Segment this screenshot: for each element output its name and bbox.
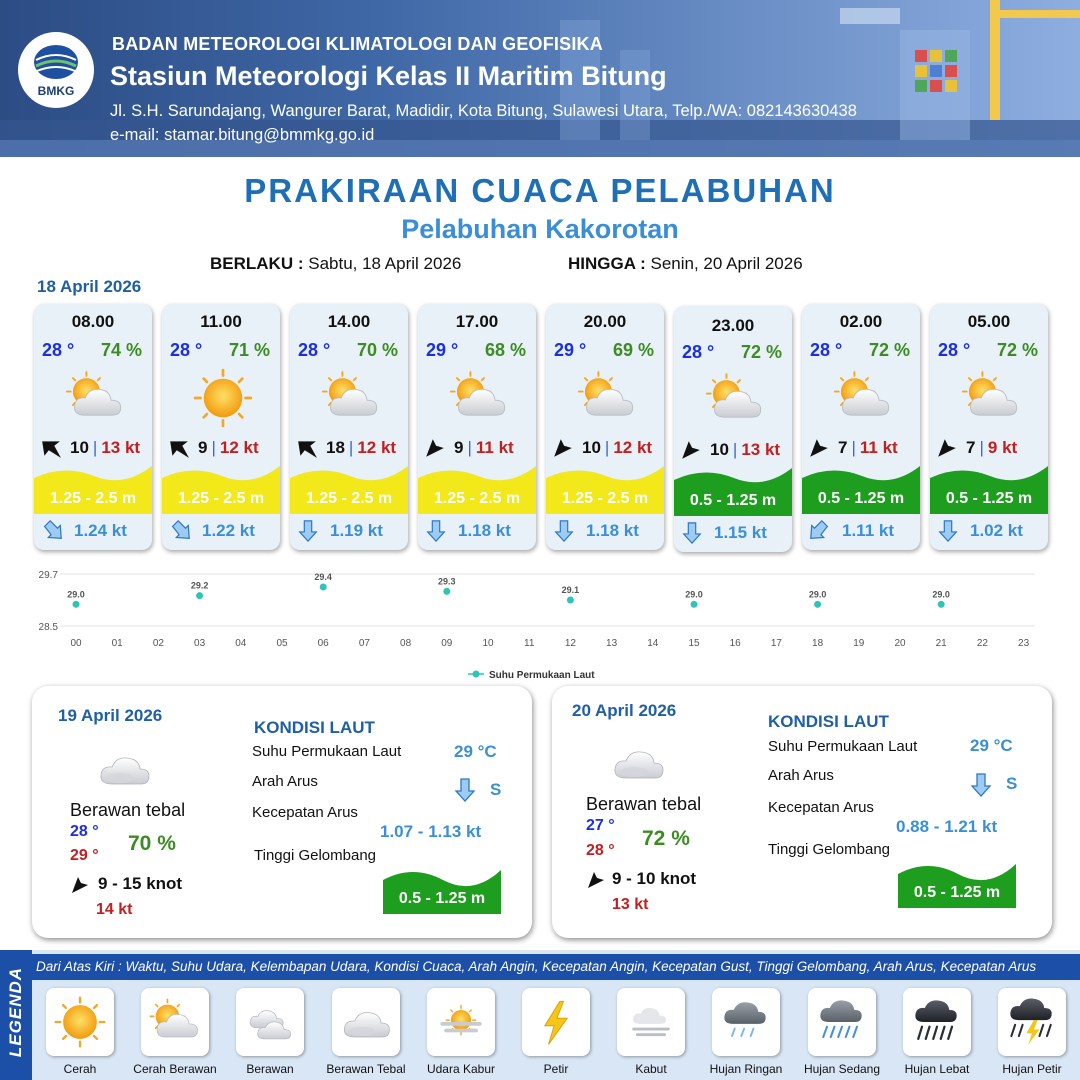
day-condition: Berawan tebal — [586, 794, 702, 814]
cerah-icon — [50, 994, 110, 1050]
cerah-berawan-icon — [444, 368, 514, 428]
cerah-berawan-icon — [828, 368, 898, 428]
forecast-time: 08.00 — [71, 312, 115, 331]
legend-item — [796, 988, 888, 1080]
arrow-ne-icon — [808, 437, 830, 459]
forecast-wind — [552, 436, 664, 460]
forecast-card — [34, 304, 152, 550]
forecast-card — [674, 306, 792, 552]
chart-xtick-label: 12 — [564, 638, 576, 649]
forecast-time: 05.00 — [967, 312, 1011, 331]
current-dir-label: Arah Arus — [768, 767, 834, 784]
forecast-time: 23.00 — [711, 316, 755, 335]
berawan-icon — [240, 994, 300, 1050]
arrow-ne-icon — [586, 870, 606, 890]
arrow-s-icon — [552, 519, 576, 543]
wave-height-label: Tinggi Gelombang — [768, 841, 891, 858]
udara-kabur-icon — [431, 994, 491, 1050]
bmkg-logo — [18, 32, 94, 108]
forecast-current — [40, 518, 152, 544]
day-wind-speed: 9 - 10 knot — [612, 869, 697, 888]
chart-data-label: 29.0 — [808, 589, 827, 600]
arrow-s-icon — [424, 519, 448, 543]
valid-from-label: BERLAKU : — [210, 254, 304, 273]
valid-to-value: Senin, 20 April 2026 — [650, 254, 803, 273]
separator: | — [979, 438, 984, 457]
current-speed-value: 1.07 - 1.13 kt — [380, 822, 482, 841]
sea-surface-temperature-chart — [30, 560, 1050, 685]
cerah-berawan-icon — [572, 368, 642, 428]
chart-data-label: 29.0 — [932, 589, 950, 600]
forecast-current-speed: 1.15 kt — [714, 523, 767, 542]
arrow-ne-icon — [552, 437, 574, 459]
separator: | — [467, 438, 472, 457]
legend-item — [320, 988, 412, 1080]
chart-data-point — [567, 597, 574, 604]
chart-xtick-label: 06 — [317, 638, 329, 649]
chart-xtick-label: 09 — [441, 638, 453, 649]
chart-data-label: 29.4 — [314, 572, 332, 582]
day-humidity: 70 % — [128, 832, 176, 855]
separator: | — [604, 438, 610, 457]
forecast-wind — [680, 438, 792, 462]
current-dir-value: S — [490, 780, 502, 799]
day-temp-max: 28 ° — [586, 842, 615, 859]
legend-icon-box — [332, 988, 400, 1056]
chart-xtick-label: 10 — [482, 638, 494, 649]
separator: | — [348, 438, 354, 457]
berawan-tebal-icon — [606, 734, 670, 782]
cerah-berawan-icon — [145, 994, 205, 1050]
forecast-temperature: 28 ° — [810, 340, 843, 360]
forecast-wind-speed: 10 — [710, 440, 729, 459]
chart-xtick-label: 17 — [770, 638, 782, 649]
forecast-humidity: 72 % — [740, 342, 782, 362]
forecast-time: 11.00 — [200, 312, 242, 331]
legend-item — [129, 988, 221, 1080]
chart-data-label: 29.3 — [438, 576, 456, 587]
chart-data-label: 29.0 — [67, 589, 85, 600]
chart-xtick-label: 03 — [194, 638, 206, 649]
legend-item — [605, 988, 697, 1080]
legend-panel — [0, 950, 1080, 1080]
forecast-current — [424, 518, 536, 544]
forecast-wind-speed: 7 — [838, 438, 848, 457]
arrow-se-icon — [168, 519, 192, 543]
forecast-wave-height: 1.25 - 2.5 m — [49, 490, 137, 507]
current-speed-value: 0.88 - 1.21 kt — [896, 817, 998, 836]
forecast-temperature: 28 ° — [42, 340, 75, 360]
station-name: Stasiun Meteorologi Kelas II Maritim Bitung — [110, 61, 667, 91]
forecast-wave-height: 0.5 - 1.25 m — [945, 490, 1033, 507]
legend-item — [986, 988, 1078, 1080]
chart-ytick-label: 28.5 — [38, 622, 58, 633]
cerah-berawan-icon — [60, 368, 130, 428]
petir-icon — [526, 994, 586, 1050]
forecast-temperature: 28 ° — [298, 340, 331, 360]
sst-label: Suhu Permukaan Laut — [252, 743, 402, 760]
chart-data-point — [196, 592, 203, 599]
forecast-date-day1: 18 April 2026 — [37, 277, 142, 296]
day-gust: 13 kt — [612, 896, 649, 913]
forecast-current-speed: 1.19 kt — [330, 521, 383, 540]
forecast-humidity: 68 % — [484, 340, 526, 360]
logo-text: BMKG — [37, 84, 75, 98]
page-title: PRAKIRAAN CUACA PELABUHAN — [244, 172, 836, 209]
valid-to — [568, 254, 803, 274]
station-email: e-mail: stamar.bitung@bmmkg.go.id — [110, 126, 375, 144]
legend-icon-box — [522, 988, 590, 1056]
forecast-gust: 11 kt — [859, 438, 898, 457]
forecast-humidity: 69 % — [612, 340, 654, 360]
day-humidity: 72 % — [642, 827, 690, 850]
chart-xtick-label: 22 — [976, 638, 988, 649]
arrow-sw-icon — [296, 437, 318, 459]
legend-item — [224, 988, 316, 1080]
bmkg-logo-emblem-icon — [31, 42, 81, 82]
forecast-humidity: 70 % — [356, 340, 398, 360]
forecast-wind-speed: 7 — [966, 438, 976, 457]
forecast-wave-height: 1.25 - 2.5 m — [433, 490, 521, 507]
forecast-wind — [168, 436, 280, 460]
chart-data-label: 29.1 — [561, 585, 580, 595]
legend-item — [34, 988, 126, 1080]
chart-xtick-label: 11 — [524, 638, 535, 649]
forecast-gust: 9 kt — [987, 438, 1018, 457]
chart-xtick-label: 21 — [935, 638, 947, 649]
forecast-humidity: 74 % — [100, 340, 142, 360]
arrow-sw-icon — [40, 437, 62, 459]
chart-xtick-label: 20 — [894, 638, 906, 649]
current-dir-value: S — [1006, 774, 1018, 793]
chart-xtick-label: 19 — [853, 638, 865, 649]
forecast-wind-speed: 9 — [454, 438, 464, 457]
arrow-se-icon — [40, 519, 64, 543]
chart-legend-marker — [473, 671, 480, 678]
arrow-s-icon — [296, 519, 320, 543]
kabut-icon — [621, 994, 681, 1050]
chart-xtick-label: 08 — [400, 638, 412, 649]
sst-value: 29 °C — [970, 736, 1013, 755]
arrow-s-icon — [680, 521, 704, 545]
berawan-tebal-icon — [92, 740, 156, 788]
forecast-time: 02.00 — [839, 312, 883, 331]
day-forecast-20-april — [552, 686, 1052, 938]
chart-ytick-label: 29.7 — [38, 570, 58, 581]
forecast-gust: 12 kt — [219, 438, 259, 457]
kondisi-laut-title: KONDISI LAUT — [768, 712, 889, 731]
day-date: 19 April 2026 — [58, 706, 163, 725]
cerah-berawan-icon — [700, 370, 770, 430]
forecast-card — [802, 304, 920, 550]
forecast-current-speed: 1.02 kt — [970, 521, 1023, 540]
chart-data-label: 29.2 — [190, 580, 209, 591]
separator: | — [851, 438, 856, 457]
current-dir-label: Arah Arus — [252, 773, 318, 790]
legend-icon-box — [998, 988, 1066, 1056]
forecast-gust: 12 kt — [613, 438, 653, 457]
cerah-berawan-icon — [956, 368, 1026, 428]
organization-name: BADAN METEOROLOGI KLIMATOLOGI DAN GEOFISIKA — [112, 34, 603, 54]
legend-icon-box — [808, 988, 876, 1056]
current-speed-label: Kecepatan Arus — [252, 804, 358, 821]
chart-xtick-label: 04 — [235, 638, 247, 649]
forecast-time: 20.00 — [583, 312, 627, 331]
arrow-ne-icon — [680, 439, 702, 461]
day-date: 20 April 2026 — [572, 701, 677, 720]
legend-item — [891, 988, 983, 1080]
forecast-current — [808, 518, 920, 544]
forecast-time: 17.00 — [455, 312, 499, 331]
kondisi-laut-title: KONDISI LAUT — [254, 718, 375, 737]
forecast-wind-speed: 18 — [326, 438, 345, 457]
arrow-sw-icon — [168, 437, 190, 459]
legend-icon-box — [236, 988, 304, 1056]
legend-item — [510, 988, 602, 1080]
legend-item-label: Cerah — [63, 1062, 97, 1076]
current-speed-label: Kecepatan Arus — [768, 799, 874, 816]
forecast-current-speed: 1.18 kt — [586, 521, 639, 540]
forecast-gust: 11 kt — [475, 438, 514, 457]
forecast-current — [680, 520, 792, 546]
chart-xtick-label: 14 — [647, 638, 659, 649]
separator: | — [211, 438, 216, 457]
legend-item-label: Hujan Ringan — [709, 1062, 783, 1076]
legend-icon-box — [617, 988, 685, 1056]
forecast-card — [546, 304, 664, 550]
arrow-s-icon — [936, 519, 960, 543]
legend-icon-box — [141, 988, 209, 1056]
forecast-card — [418, 304, 536, 550]
legend-item-label: Udara Kabur — [426, 1062, 496, 1076]
forecast-current — [936, 518, 1048, 544]
arrow-s-icon — [454, 777, 476, 803]
chart-xtick-label: 16 — [729, 638, 741, 649]
forecast-humidity: 71 % — [228, 340, 270, 360]
forecast-current-speed: 1.11 kt — [842, 521, 894, 540]
wave-height-label: Tinggi Gelombang — [254, 847, 377, 864]
legend-item — [700, 988, 792, 1080]
forecast-temperature: 28 ° — [682, 342, 715, 362]
legend-description-bar — [32, 954, 1080, 980]
forecast-current-speed: 1.18 kt — [458, 521, 511, 540]
forecast-current-speed: 1.24 kt — [74, 521, 127, 540]
header-banner — [0, 0, 1080, 157]
forecast-humidity: 72 % — [868, 340, 910, 360]
chart-xtick-label: 00 — [70, 638, 82, 649]
forecast-wind — [808, 436, 920, 460]
forecast-gust: 13 kt — [741, 440, 781, 459]
forecast-wave-height: 1.25 - 2.5 m — [561, 490, 649, 507]
forecast-card — [930, 304, 1048, 550]
legend-item-label: Hujan Lebat — [904, 1062, 970, 1076]
arrow-ne-icon — [936, 437, 958, 459]
separator: | — [732, 440, 738, 459]
forecast-temperature: 28 ° — [170, 340, 203, 360]
hujan-lebat-icon — [907, 994, 967, 1050]
chart-data-point — [938, 601, 945, 608]
sst-label: Suhu Permukaan Laut — [768, 738, 918, 755]
forecast-gust: 13 kt — [101, 438, 141, 457]
forecast-card — [162, 304, 280, 550]
sst-value: 29 °C — [454, 742, 497, 761]
forecast-wind — [936, 436, 1048, 460]
day-wave-height: 0.5 - 1.25 m — [398, 890, 486, 907]
forecast-wave-height: 1.25 - 2.5 m — [305, 490, 393, 507]
chart-data-point — [443, 588, 450, 595]
station-address: Jl. S.H. Sarundajang, Wangurer Barat, Madidir, Kota Bitung, Sulawesi Utara, Telp./WA: 082143630438 — [110, 102, 857, 120]
chart-xtick-label: 15 — [688, 638, 700, 649]
chart-xtick-label: 13 — [606, 638, 618, 649]
legend-item-label: Hujan Petir — [1002, 1062, 1062, 1076]
day-forecast-19-april — [32, 686, 532, 938]
chart-xtick-label: 02 — [152, 638, 164, 649]
valid-to-label: HINGGA : — [568, 254, 646, 273]
forecast-time: 14.00 — [327, 312, 371, 331]
chart-data-point — [73, 601, 80, 608]
forecast-temperature: 28 ° — [938, 340, 971, 360]
hujan-ringan-icon — [716, 994, 776, 1050]
chart-xtick-label: 18 — [812, 638, 824, 649]
forecast-card — [290, 304, 408, 550]
day-temp-min: 28 ° — [70, 823, 99, 840]
day-wind-speed: 9 - 15 knot — [98, 874, 183, 893]
forecast-wind — [40, 436, 152, 460]
chart-data-label: 29.0 — [685, 589, 703, 600]
port-name: Pelabuhan Kakorotan — [401, 214, 679, 244]
forecast-current — [552, 518, 664, 544]
arrow-ne-icon — [424, 437, 446, 459]
legend-side-label — [0, 950, 32, 1080]
chart-data-point — [814, 601, 821, 608]
legend-icon-box — [46, 988, 114, 1056]
arrow-ne-icon — [70, 875, 90, 895]
forecast-humidity: 72 % — [996, 340, 1038, 360]
legend-icon-box — [903, 988, 971, 1056]
legend-item-label: Cerah Berawan — [133, 1062, 217, 1076]
chart-data-point — [691, 601, 698, 608]
legend-item-label: Hujan Sedang — [803, 1062, 881, 1076]
hujan-petir-icon — [1002, 994, 1062, 1050]
forecast-wind — [424, 436, 536, 460]
forecast-temperature: 29 ° — [554, 340, 587, 360]
forecast-current — [168, 518, 280, 544]
forecast-wind-speed: 10 — [582, 438, 601, 457]
valid-from — [210, 254, 461, 274]
chart-xtick-label: 23 — [1018, 638, 1030, 649]
valid-from-value: Sabtu, 18 April 2026 — [308, 254, 462, 273]
legend-description: Dari Atas Kiri : Waktu, Suhu Udara, Kelembapan Udara, Kondisi Cuaca, Arah Angin, Kecepatan Angin, Kecepatan Gust, Tinggi Gelombang, Arah Arus, Kecepatan Arus — [36, 959, 1037, 974]
forecast-gust: 12 kt — [357, 438, 397, 457]
legend-item-label: Berawan — [246, 1062, 294, 1076]
separator: | — [92, 438, 98, 457]
forecast-temperature: 29 ° — [426, 340, 459, 360]
day-gust: 14 kt — [96, 901, 133, 918]
forecast-wave-height: 0.5 - 1.25 m — [689, 492, 777, 509]
day-condition: Berawan tebal — [70, 800, 186, 820]
legend-item — [415, 988, 507, 1080]
chart-xtick-label: 01 — [111, 638, 123, 649]
legend-item-label: Petir — [543, 1062, 569, 1076]
arrow-s-icon — [970, 772, 992, 798]
chart-data-point — [320, 584, 327, 591]
forecast-current — [296, 518, 408, 544]
chart-legend-label: Suhu Permukaan Laut — [489, 670, 595, 681]
forecast-current-speed: 1.22 kt — [202, 521, 255, 540]
day-wave-height: 0.5 - 1.25 m — [913, 884, 1001, 901]
forecast-wind-speed: 10 — [70, 438, 89, 457]
chart-xtick-label: 07 — [358, 638, 370, 649]
legend-item-label: Kabut — [635, 1062, 667, 1076]
day-temp-min: 27 ° — [586, 817, 615, 834]
forecast-wave-height: 0.5 - 1.25 m — [817, 490, 905, 507]
cerah-berawan-icon — [316, 368, 386, 428]
arrow-sw-icon — [808, 519, 832, 543]
day-temp-max: 29 ° — [70, 847, 99, 864]
forecast-wave-height: 1.25 - 2.5 m — [177, 490, 265, 507]
chart-xtick-label: 05 — [276, 638, 288, 649]
legend-title: LEGENDA — [6, 966, 25, 1058]
hujan-sedang-icon — [812, 994, 872, 1050]
forecast-wind-speed: 9 — [198, 438, 208, 457]
legend-icon-box — [427, 988, 495, 1056]
berawan-tebal-icon — [336, 994, 396, 1050]
legend-item-label: Berawan Tebal — [326, 1062, 406, 1076]
forecast-wind — [296, 436, 408, 460]
cerah-icon — [188, 368, 258, 428]
legend-icon-box — [712, 988, 780, 1056]
